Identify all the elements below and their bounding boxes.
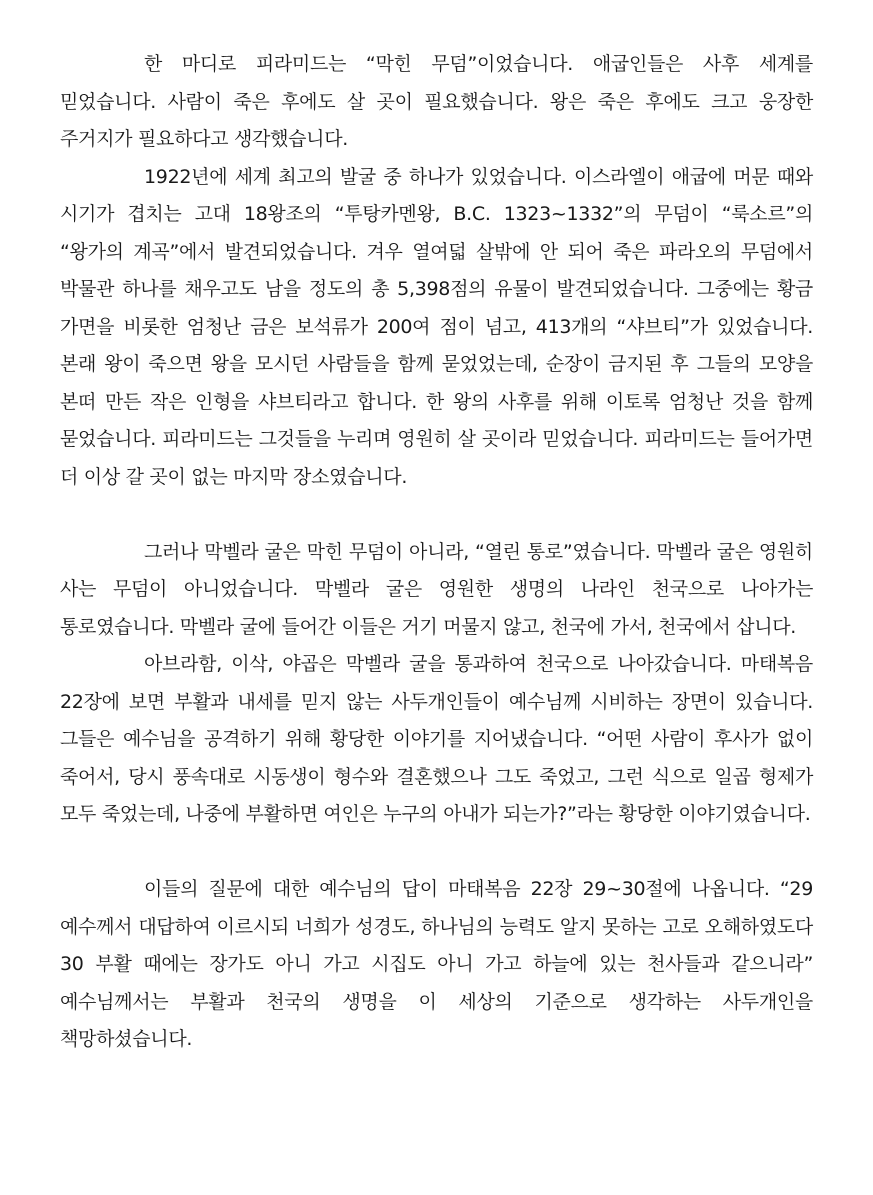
paragraph-2: 1922년에 세계 최고의 발굴 중 하나가 있었습니다. 이스라엘이 애굽에 머문 때와 시기가 겹치는 고대 18왕조의 “투탕카멘왕, B.C. 1323~1332”의 무덤이 “룩소르”의 “왕가의 계곡”에서 발견되었습니다. 겨우 열여덟 살밖에 안 되어 죽은 파라오의 무덤에서 박물관 하나를 채우고도 남을 정도의 총 5,398점의 유물이 발견되었습니다. 그중에는 황금 가면을 비롯한 엄청난 금은 보석류가 200여 점이 넘고, 413개의 “샤브티”가 있었습니다. 본래 왕이 죽으면 왕을 모시던 사람들을 함께 묻었었는데, 순장이 금지된 후 그들의 모양을 본떠 만든 작은 인형을 샤브티라고 합니다. 한 왕의 사후를 위해 이토록 엄청난 것을 함께 묻었습니다. 피라미드는 그것들을 누리며 영원히 살 곳이라 믿었습니다. 피라미드는 들어가면 더 이상 갈 곳이 없는 마지막 장소였습니다. [60, 165, 813, 488]
paragraph-1: 한 마디로 피라미드는 “막힌 무덤”이었습니다. 애굽인들은 사후 세계를 믿었습니다. 사람이 죽은 후에도 살 곳이 필요했습니다. 왕은 죽은 후에도 크고 웅장한 주거지가 필요하다고 생각했습니다. [60, 53, 813, 150]
paragraph-spacer [60, 496, 813, 534]
paragraph-spacer [60, 834, 813, 872]
paragraph-4: 아브라함, 이삭, 야곱은 막벨라 굴을 통과하여 천국으로 나아갔습니다. 마태복음 22장에 보면 부활과 내세를 믿지 않는 사두개인들이 예수님께 시비하는 장면이 있습니다. 그들은 예수님을 공격하기 위해 황당한 이야기를 지어냈습니다. “어떤 사람이 후사가 없이 죽어서, 당시 풍속대로 시동생이 형수와 결혼했으나 그도 죽었고, 그런 식으로 일곱 형제가 모두 죽었는데, 나중에 부활하면 여인은 누구의 아내가 되는가?”라는 황당한 이야기였습니다. [60, 653, 813, 825]
paragraph-3: 그러나 막벨라 굴은 막힌 무덤이 아니라, “열린 통로”였습니다. 막벨라 굴은 영원히 사는 무덤이 아니었습니다. 막벨라 굴은 영원한 생명의 나라인 천국으로 나아가는 통로였습니다. 막벨라 굴에 들어간 이들은 거기 머물지 않고, 천국에 가서, 천국에서 삽니다. [60, 540, 813, 638]
paragraph-5: 이들의 질문에 대한 예수님의 답이 마태복음 22장 29~30절에 나옵니다. “29 예수께서 대답하여 이르시되 너희가 성경도, 하나님의 능력도 알지 못하는 고로 오해하였도다 30 부활 때에는 장가도 아니 가고 시집도 아니 가고 하늘에 있는 천사들과 같으니라” 예수님께서는 부활과 천국의 생명을 이 세상의 기준으로 생각하는 사두개인을 책망하셨습니다. [60, 878, 813, 1050]
